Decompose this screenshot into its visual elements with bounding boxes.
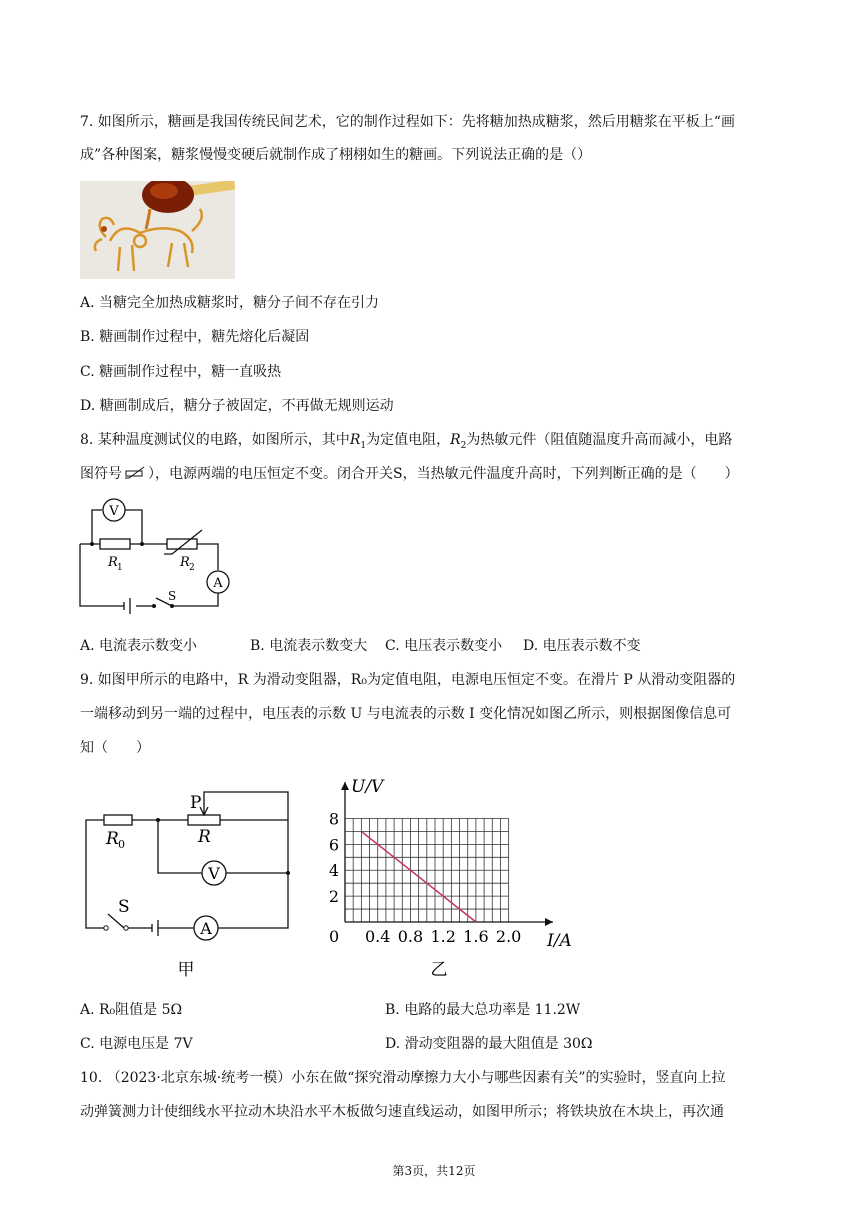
q8-stem-line1	[80, 430, 732, 456]
q8-circuit-r1-label: R	[108, 555, 118, 570]
q7-stem-line2: 成”各种图案，糖浆慢慢变硬后就制作成了栩栩如生的糖画。下列说法正确的是（）	[80, 147, 592, 163]
q9-circuit-diagram-jia	[78, 780, 300, 980]
q8-option-c: C. 电压表示数变小	[385, 638, 503, 654]
q9-caption-jia: 甲	[177, 960, 195, 980]
y-tick-label: 4	[328, 861, 339, 881]
q7-option-b: B. 糖画制作过程中，糖先熔化后凝固	[80, 329, 310, 345]
q8-option-b: B. 电流表示数变大	[250, 638, 368, 654]
page-footer: 第3页，共12页	[392, 1164, 476, 1178]
q9-stem-line1: 9. 如图甲所示的电路中，R 为滑动变阻器，R₀为定值电阻，电源电压恒定不变。在滑片 P 从滑动变阻器的	[80, 672, 736, 688]
q7-stem-line1: 7. 如图所示，糖画是我国传统民间艺术，它的制作过程如下：先将糖加热成糖浆，然后用糖浆在平板上“画	[80, 114, 735, 130]
q8-stem-line2	[80, 464, 739, 484]
x-tick-label: 1.6	[463, 927, 489, 946]
q8-option-a: A. 电流表示数变小	[80, 638, 198, 654]
q9-option-a: A. R₀阻值是 5Ω	[80, 1002, 183, 1018]
sugar-painting-illustration	[80, 181, 235, 279]
x-tick-label: 1.2	[430, 927, 456, 946]
q9-r0-sub: 0	[118, 838, 125, 851]
graph-origin-label: 0	[329, 927, 340, 946]
q8-option-d: D. 电压表示数不变	[523, 638, 641, 654]
q8-stem-text-d: 图符号	[80, 466, 122, 482]
q8-circuit-r2-label: R	[180, 555, 190, 570]
q8-r2-subscript: 2	[460, 440, 467, 451]
q9-slider-p-label: P	[190, 793, 202, 813]
q8-circuit-diagram	[72, 494, 242, 618]
q8-circuit-r1-sub: 1	[117, 563, 123, 573]
graph-grid	[345, 818, 509, 922]
x-axis-arrow	[545, 918, 553, 926]
q9-stem-line2: 一端移动到另一端的过程中，电压表的示数 U 与电流表的示数 I 变化情况如图乙所示，则根据图像信息可	[80, 706, 732, 722]
q9-graph-yi	[325, 772, 575, 982]
graph-axes	[341, 782, 553, 926]
x-tick-label: 2.0	[495, 927, 522, 946]
sugar-painting-photo	[80, 181, 235, 279]
q9-voltmeter-label: V	[208, 864, 220, 883]
q8-circuit-r2-sub: 2	[189, 563, 195, 573]
q8-stem-text-c: 为热敏元件（阻值随温度升高而减小，电路	[466, 432, 733, 448]
q9-option-b: B. 电路的最大总功率是 11.2W	[385, 1002, 581, 1018]
x-tick-label: 0.4	[365, 927, 391, 946]
q9-option-c: C. 电源电压是 7V	[80, 1036, 193, 1052]
q7-option-c: C. 糖画制作过程中，糖一直吸热	[80, 364, 282, 380]
x-tick-label: 0.8	[397, 927, 424, 946]
q9-caption-yi: 乙	[430, 960, 448, 980]
q7-option-d: D. 糖画制成后，糖分子被固定，不再做无规则运动	[80, 398, 394, 414]
q10-stem-line2: 动弹簧测力计使细线水平拉动木块沿水平木板做匀速直线运动，如图甲所示；将铁块放在木块上，再次通	[80, 1104, 724, 1120]
q9-r-label: R	[198, 827, 211, 847]
graph-x-axis-label: I/A	[547, 931, 572, 951]
q8-r1-subscript: 1	[360, 440, 367, 451]
q9-option-d: D. 滑动变阻器的最大阻值是 30Ω	[385, 1036, 593, 1052]
graph-y-axis-label: U/V	[351, 777, 384, 797]
q8-r1-symbol: R	[349, 432, 361, 448]
q8-switch-label: S	[168, 589, 177, 603]
q9-stem-line3: 知（ ）	[80, 740, 150, 756]
q8-stem-text-b: 为定值电阻，	[366, 432, 451, 448]
y-tick-label: 2	[328, 887, 339, 907]
y-axis-arrow	[341, 782, 349, 790]
q9-r0-label: R	[106, 829, 119, 849]
q9-switch-label: S	[118, 897, 130, 917]
y-tick-label: 6	[328, 835, 339, 855]
q8-ammeter-label: A	[213, 576, 223, 591]
q8-r2-symbol: R	[450, 432, 461, 448]
y-tick-label: 8	[328, 809, 339, 829]
thermistor-symbol-icon	[122, 466, 148, 480]
q9-ammeter-label: A	[200, 919, 212, 938]
q8-stem-text-e: ），电源两端的电压恒定不变。闭合开关S，当热敏元件温度升高时，下列判断正确的是（ ）	[148, 466, 739, 482]
q10-stem-line1: 10. （2023·北京东城·统考一模）小东在做“探究滑动摩擦力大小与哪些因素有关”的实验时，竖直向上拉	[80, 1070, 726, 1086]
q8-voltmeter-label: V	[109, 504, 119, 519]
q7-option-a: A. 当糖完全加热成糖浆时，糖分子间不存在引力	[80, 295, 380, 311]
q8-stem-text-a: 8. 某种温度测试仪的电路，如图所示，其中	[80, 432, 350, 448]
